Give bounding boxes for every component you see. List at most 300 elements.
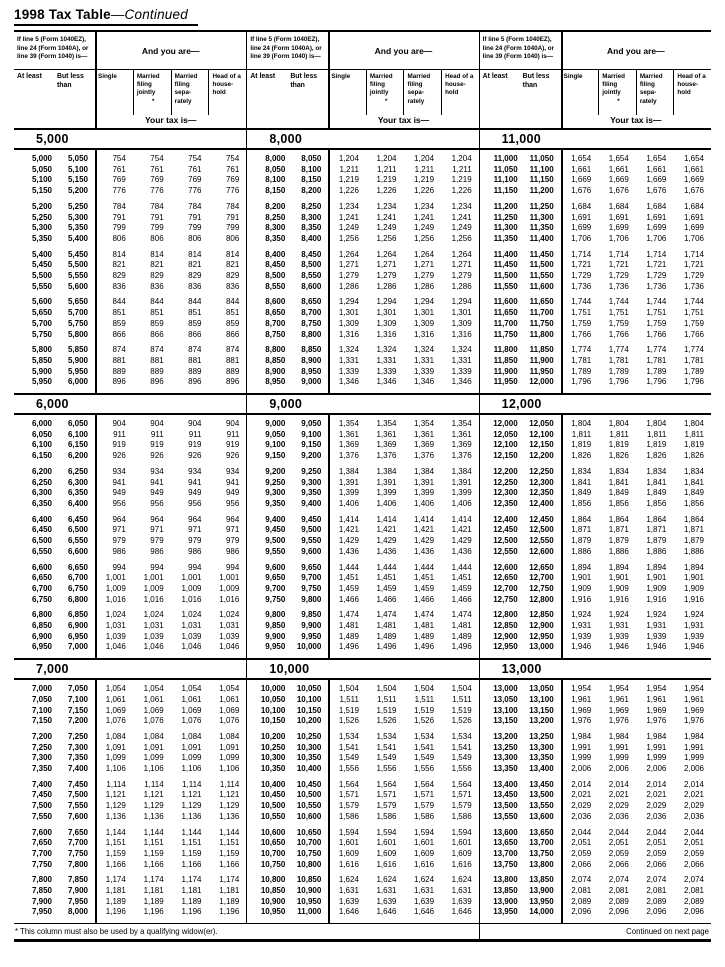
head-of-household-tax-value: 881	[225, 355, 240, 365]
married-jointly-tax-value: 1,834	[608, 466, 629, 476]
but-less-than-value: 5,750	[67, 318, 88, 328]
married-jointly-tax-value: 2,089	[608, 896, 629, 906]
but-less-than-value: 7,250	[67, 731, 88, 741]
but-less-than-value: 5,150	[67, 175, 88, 185]
at-least-value: 11,400	[493, 249, 518, 259]
at-least-value: 8,400	[265, 249, 286, 259]
married-separately-tax-value: 1,264	[414, 249, 435, 259]
single-tax-value: 2,036	[571, 811, 592, 821]
but-less-than-value: 7,850	[67, 875, 88, 885]
married-jointly-tax-value: 1,114	[144, 779, 164, 789]
table-row	[247, 478, 478, 489]
married-jointly-tax-value: 1,121	[143, 790, 164, 800]
head-of-household-tax-value: 2,044	[683, 827, 704, 837]
head-of-household-tax-value: 1,106	[219, 764, 240, 774]
head-of-household-tax-value: 971	[225, 525, 240, 535]
section-heading: 9,000	[247, 395, 478, 415]
table-row	[14, 430, 246, 441]
single-tax-value: 1,691	[571, 212, 592, 222]
table-row	[247, 440, 478, 451]
page-title-continued: —Continued	[110, 7, 188, 22]
table-row	[480, 430, 711, 441]
single-tax-value: 956	[112, 498, 126, 508]
table-row	[480, 632, 711, 643]
married-separately-tax-value: 1,466	[414, 594, 435, 604]
head-of-household-tax-value: 2,051	[683, 838, 704, 848]
table-row	[480, 478, 711, 489]
married-jointly-tax-value: 859	[150, 318, 164, 328]
married-separately-tax-value: 1,271	[414, 260, 435, 270]
but-less-than-value: 7,800	[67, 859, 88, 869]
header-row-columns	[247, 70, 478, 128]
married-jointly-tax-value: 1,234	[376, 201, 397, 211]
at-least-value: 9,400	[265, 514, 286, 524]
married-jointly-tax-value: 1,331	[376, 355, 397, 365]
income-condition-label: If line 5 (Form 1040EZ), line 24 (Form 1040A), or line 39 (Form 1040) is—	[250, 36, 322, 60]
married-jointly-tax-value: 776	[150, 186, 164, 196]
married-separately-tax-value: 1,031	[181, 621, 202, 631]
head-of-household-tax-value: 1,661	[683, 164, 704, 174]
table-row	[247, 706, 478, 717]
married-jointly-tax-value: 754	[150, 154, 164, 163]
at-least-value: 13,150	[493, 716, 518, 726]
married-jointly-tax-value: 1,714	[608, 249, 629, 259]
row-block	[247, 610, 478, 653]
head-of-household-tax-value: 1,024	[219, 610, 240, 620]
table-row	[247, 547, 478, 558]
single-tax-value: 1,219	[338, 175, 359, 185]
table-row	[14, 282, 246, 293]
single-tax-value: 1,676	[571, 186, 592, 196]
at-least-value: 11,200	[493, 201, 518, 211]
single-tax-value: 2,074	[571, 875, 592, 885]
status-label: Single	[331, 73, 351, 80]
married-separately-tax-value: 1,174	[181, 875, 202, 885]
head-of-household-tax-value: 1,549	[451, 753, 472, 763]
single-tax-value: 791	[112, 212, 126, 222]
section-heading: 11,000	[480, 130, 711, 150]
married-jointly-tax-value: 1,736	[608, 281, 629, 291]
at-least-value: 13,450	[493, 790, 518, 800]
head-of-household-tax-value: 1,436	[451, 546, 472, 556]
but-less-than-value: 10,050	[296, 684, 322, 694]
single-tax-value: 776	[112, 186, 126, 196]
married-jointly-tax-value: 1,744	[608, 297, 629, 307]
head-of-household-tax-value: 821	[225, 260, 240, 270]
at-least-value: 6,850	[31, 621, 52, 631]
single-tax-value: 1,099	[105, 753, 126, 763]
single-tax-value: 799	[112, 223, 126, 233]
but-less-than-value: 12,800	[529, 594, 554, 604]
married-separately-tax-value: 1,399	[414, 488, 435, 498]
but-less-than-value: 6,600	[67, 546, 88, 556]
single-tax-value: 1,481	[338, 621, 359, 631]
table-row	[247, 610, 478, 621]
status-header-married-separately	[171, 70, 209, 115]
table-row	[247, 886, 478, 897]
at-least-value: 11,050	[493, 164, 518, 174]
but-less-than-value: 13,750	[529, 848, 554, 858]
head-of-household-tax-value: 1,714	[683, 249, 704, 259]
section-body	[14, 150, 246, 393]
at-least-value: 6,300	[31, 488, 52, 498]
married-jointly-tax-value: 1,384	[376, 466, 397, 476]
head-of-household-tax-value: 1,999	[683, 753, 704, 763]
table-row	[247, 684, 478, 695]
married-separately-tax-value: 1,706	[646, 233, 667, 243]
table-row	[14, 175, 246, 186]
married-separately-tax-value: 1,114	[182, 779, 202, 789]
status-label: Married filing sepa-rately	[174, 73, 198, 105]
married-jointly-tax-value: 799	[150, 223, 164, 233]
at-least-value: 8,150	[265, 186, 286, 196]
married-separately-tax-value: 1,474	[414, 610, 435, 620]
head-of-household-tax-value: 1,624	[451, 875, 472, 885]
married-separately-tax-value: 1,841	[646, 477, 667, 487]
at-least-value: 9,100	[265, 440, 286, 450]
head-of-household-tax-value: 1,744	[683, 297, 704, 307]
table-row	[247, 319, 478, 330]
married-jointly-tax-value: 1,661	[608, 164, 629, 174]
table-row	[14, 260, 246, 271]
table-row	[247, 595, 478, 606]
row-block	[14, 563, 246, 606]
head-of-household-tax-value: 844	[225, 297, 240, 307]
status-header-single	[561, 70, 599, 115]
single-tax-value: 1,871	[571, 525, 592, 535]
but-less-than-value: 5,600	[67, 281, 88, 291]
at-least-value: 6,150	[31, 451, 52, 461]
head-of-household-tax-value: 2,089	[683, 896, 704, 906]
married-jointly-tax-value: 1,241	[376, 212, 397, 222]
at-least-value: 5,500	[31, 271, 52, 281]
head-of-household-tax-value: 1,286	[451, 281, 472, 291]
married-jointly-tax-value: 1,174	[143, 875, 164, 885]
married-jointly-tax-value: 1,984	[608, 731, 629, 741]
head-of-household-tax-value: 1,811	[684, 429, 704, 439]
married-separately-tax-value: 2,089	[646, 896, 667, 906]
but-less-than-value: 8,650	[301, 297, 322, 307]
married-jointly-tax-value: 904	[150, 419, 164, 429]
at-least-value: 8,000	[265, 154, 286, 163]
married-separately-tax-value: 1,219	[414, 175, 435, 185]
single-tax-value: 1,901	[571, 573, 592, 583]
head-of-household-tax-value: 1,804	[683, 419, 704, 429]
head-of-household-tax-value: 1,031	[219, 621, 240, 631]
head-of-household-tax-value: 791	[225, 212, 240, 222]
married-separately-tax-value: 859	[188, 318, 202, 328]
single-tax-value: 934	[112, 466, 126, 476]
married-jointly-tax-value: 1,466	[376, 594, 397, 604]
table-row	[480, 753, 711, 764]
married-separately-tax-value: 911	[188, 429, 202, 439]
married-jointly-tax-value: 1,541	[376, 742, 397, 752]
single-tax-value: 1,946	[571, 642, 592, 652]
tax-table	[14, 30, 711, 923]
head-of-household-tax-value: 1,481	[451, 621, 472, 631]
table-row	[247, 621, 478, 632]
at-least-value: 7,750	[31, 859, 52, 869]
but-less-than-value: 10,500	[296, 790, 322, 800]
single-tax-value: 1,669	[571, 175, 592, 185]
married-jointly-tax-value: 1,136	[143, 811, 164, 821]
table-row	[480, 907, 711, 918]
at-least-value: 8,600	[265, 297, 286, 307]
but-less-than-value: 5,550	[67, 271, 88, 281]
group-header	[247, 32, 478, 130]
married-jointly-tax-value: 1,376	[376, 451, 397, 461]
at-least-value: 10,250	[260, 742, 286, 752]
married-jointly-tax-value: 1,009	[143, 583, 164, 593]
single-tax-value: 844	[112, 297, 126, 307]
head-of-household-tax-value: 941	[225, 477, 240, 487]
table-row	[14, 743, 246, 754]
single-tax-value: 1,136	[105, 811, 126, 821]
single-tax-value: 1,474	[338, 610, 359, 620]
at-least-value: 8,450	[265, 260, 286, 270]
but-less-than-value: 6,250	[67, 466, 88, 476]
single-tax-value: 1,466	[338, 594, 359, 604]
married-separately-tax-value: 1,309	[414, 318, 435, 328]
married-jointly-tax-value: 1,054	[143, 684, 164, 694]
married-separately-tax-value: 956	[188, 498, 202, 508]
head-of-household-tax-value: 1,631	[451, 886, 472, 896]
table-row	[480, 419, 711, 430]
single-tax-value: 881	[112, 355, 126, 365]
at-least-value: 13,400	[493, 779, 518, 789]
single-tax-value: 1,736	[571, 281, 592, 291]
married-jointly-tax-value: 2,066	[608, 859, 629, 869]
head-of-household-tax-value: 2,036	[683, 811, 704, 821]
table-row	[480, 790, 711, 801]
married-separately-tax-value: 1,489	[414, 631, 435, 641]
table-row	[247, 743, 478, 754]
but-less-than-value: 11,200	[529, 186, 554, 196]
but-less-than-value: 5,050	[67, 154, 88, 163]
married-jointly-tax-value: 1,436	[376, 546, 397, 556]
but-less-than-value: 10,400	[296, 764, 322, 774]
section-body	[14, 680, 246, 923]
but-less-than-value: 7,050	[67, 684, 88, 694]
head-of-household-tax-value: 1,616	[451, 859, 472, 869]
section-heading: 7,000	[14, 660, 246, 680]
at-least-value: 11,000	[493, 154, 518, 163]
married-jointly-tax-value: 769	[150, 175, 164, 185]
but-less-than-value: 12,600	[529, 546, 554, 556]
at-least-value: 6,050	[31, 429, 52, 439]
married-jointly-tax-value: 806	[150, 233, 164, 243]
at-least-value: 5,200	[31, 201, 52, 211]
married-separately-tax-value: 919	[188, 440, 202, 450]
head-of-household-tax-value: 904	[225, 419, 240, 429]
married-jointly-tax-value: 1,144	[143, 827, 164, 837]
head-of-household-tax-value: 829	[225, 271, 240, 281]
at-least-value: 6,500	[31, 536, 52, 546]
head-of-household-tax-value: 1,039	[219, 631, 240, 641]
married-separately-tax-value: 1,826	[646, 451, 667, 461]
but-less-than-value: 9,000	[301, 377, 322, 387]
married-jointly-tax-value: 881	[150, 355, 164, 365]
head-of-household-tax-value: 1,324	[451, 345, 472, 355]
but-less-than-value: 11,000	[297, 907, 322, 917]
married-jointly-tax-value: 1,399	[376, 488, 397, 498]
head-of-household-tax-value: 1,849	[683, 488, 704, 498]
table-row	[480, 175, 711, 186]
table-row	[14, 478, 246, 489]
but-less-than-value: 8,900	[301, 355, 322, 365]
married-jointly-tax-value: 1,571	[376, 790, 397, 800]
table-row	[480, 732, 711, 743]
single-tax-value: 1,984	[571, 731, 592, 741]
header-row-condition	[14, 32, 246, 70]
head-of-household-tax-value: 1,594	[451, 827, 472, 837]
married-separately-tax-value: 1,084	[181, 731, 202, 741]
married-separately-tax-value: 1,436	[414, 546, 435, 556]
single-tax-value: 1,391	[338, 477, 359, 487]
head-of-household-tax-value: 986	[225, 546, 240, 556]
head-of-household-tax-value: 1,984	[683, 731, 704, 741]
at-least-value: 5,050	[31, 164, 52, 174]
but-less-than-value: 10,100	[296, 694, 322, 704]
at-least-value: 13,100	[493, 705, 518, 715]
table-footer	[14, 923, 711, 942]
married-jointly-tax-value: 1,316	[376, 329, 397, 339]
head-of-household-tax-value: 1,399	[451, 488, 472, 498]
row-block	[247, 515, 478, 558]
footnote-marker: *	[152, 97, 155, 105]
head-of-household-tax-value: 1,916	[683, 594, 704, 604]
at-least-value: 5,150	[31, 186, 52, 196]
table-row	[247, 234, 478, 245]
single-tax-value: 1,301	[338, 308, 359, 318]
married-separately-tax-value: 851	[188, 308, 202, 318]
single-tax-value: 1,339	[338, 366, 359, 376]
married-separately-tax-value: 1,121	[181, 790, 202, 800]
married-separately-tax-value: 986	[188, 546, 202, 556]
married-jointly-tax-value: 1,414	[376, 514, 397, 524]
married-jointly-tax-value: 1,294	[376, 297, 397, 307]
married-jointly-tax-value: 1,939	[608, 631, 629, 641]
row-block	[480, 419, 711, 462]
but-less-than-header: But less than	[57, 73, 84, 89]
but-less-than-value: 8,300	[301, 212, 322, 222]
but-less-than-value: 12,250	[529, 466, 554, 476]
married-separately-tax-value: 1,819	[646, 440, 667, 450]
single-tax-value: 851	[112, 308, 126, 318]
married-separately-tax-value: 1,504	[414, 684, 435, 694]
head-of-household-tax-value: 1,864	[683, 514, 704, 524]
married-separately-tax-value: 1,181	[181, 886, 202, 896]
married-separately-tax-value: 1,384	[414, 466, 435, 476]
at-least-value: 6,700	[31, 583, 52, 593]
table-row	[480, 186, 711, 197]
but-less-than-value: 7,200	[67, 716, 88, 726]
but-less-than-value: 11,450	[529, 249, 554, 259]
status-header-single	[328, 70, 366, 115]
head-of-household-tax-value: 1,541	[451, 742, 472, 752]
married-jointly-tax-value: 1,991	[608, 742, 629, 752]
row-block	[480, 297, 711, 340]
single-tax-value: 1,759	[571, 318, 592, 328]
married-separately-tax-value: 1,196	[181, 907, 202, 917]
status-header-head-of-household	[441, 70, 479, 115]
head-of-household-tax-value: 964	[225, 514, 240, 524]
table-row	[480, 695, 711, 706]
at-least-value: 11,750	[493, 329, 518, 339]
income-section	[480, 658, 711, 923]
but-less-than-value: 5,850	[67, 345, 88, 355]
income-section	[247, 658, 478, 923]
head-of-household-tax-value: 874	[225, 345, 240, 355]
single-tax-value: 1,909	[571, 583, 592, 593]
row-block	[14, 875, 246, 918]
but-less-than-value: 9,900	[301, 621, 322, 631]
but-less-than-value: 6,300	[67, 477, 88, 487]
married-separately-tax-value: 1,856	[646, 498, 667, 508]
single-tax-value: 1,384	[338, 466, 359, 476]
at-least-value: 12,250	[493, 477, 518, 487]
row-block	[14, 202, 246, 245]
married-separately-tax-value: 1,091	[181, 742, 202, 752]
income-section	[14, 130, 246, 393]
row-block	[480, 828, 711, 871]
but-less-than-value: 9,800	[301, 594, 322, 604]
single-tax-value: 1,271	[338, 260, 359, 270]
head-of-household-tax-value: 1,001	[219, 573, 240, 583]
single-tax-value: 1,549	[338, 753, 359, 763]
single-tax-value: 1,879	[571, 536, 592, 546]
at-least-value: 11,850	[493, 355, 518, 365]
table-row	[247, 356, 478, 367]
head-of-household-tax-value: 1,016	[219, 594, 240, 604]
married-jointly-tax-value: 1,084	[143, 731, 164, 741]
married-separately-tax-value: 2,059	[646, 848, 667, 858]
at-least-value: 6,550	[31, 546, 52, 556]
single-tax-value: 1,294	[338, 297, 359, 307]
income-section	[480, 393, 711, 658]
table-row	[480, 451, 711, 462]
head-of-household-tax-value: 1,826	[683, 451, 704, 461]
but-less-than-value: 13,700	[529, 838, 554, 848]
but-less-than-value: 10,550	[296, 801, 322, 811]
married-jointly-tax-value: 1,601	[376, 838, 397, 848]
table-row	[480, 525, 711, 536]
single-tax-value: 1,001	[105, 573, 126, 583]
but-less-than-value: 11,800	[529, 329, 554, 339]
at-least-value: 7,150	[31, 716, 52, 726]
but-less-than-value: 10,000	[296, 642, 322, 652]
head-of-household-tax-value: 1,669	[683, 175, 704, 185]
at-least-value: 5,550	[31, 281, 52, 291]
head-of-household-tax-value: 2,096	[683, 907, 704, 917]
at-least-value: 10,750	[260, 859, 286, 869]
married-separately-tax-value: 1,369	[414, 440, 435, 450]
married-jointly-tax-value: 971	[150, 525, 164, 535]
table-row	[14, 764, 246, 775]
table-row	[480, 308, 711, 319]
married-separately-tax-value: 2,044	[646, 827, 667, 837]
table-row	[247, 801, 478, 812]
single-tax-value: 1,661	[571, 164, 592, 174]
table-row	[14, 716, 246, 727]
table-row	[480, 440, 711, 451]
table-row	[480, 886, 711, 897]
head-of-household-tax-value: 1,976	[683, 716, 704, 726]
head-of-household-tax-value: 1,061	[219, 694, 240, 704]
married-jointly-tax-value: 1,564	[376, 779, 397, 789]
married-jointly-tax-value: 1,504	[376, 684, 397, 694]
single-tax-value: 821	[112, 260, 126, 270]
